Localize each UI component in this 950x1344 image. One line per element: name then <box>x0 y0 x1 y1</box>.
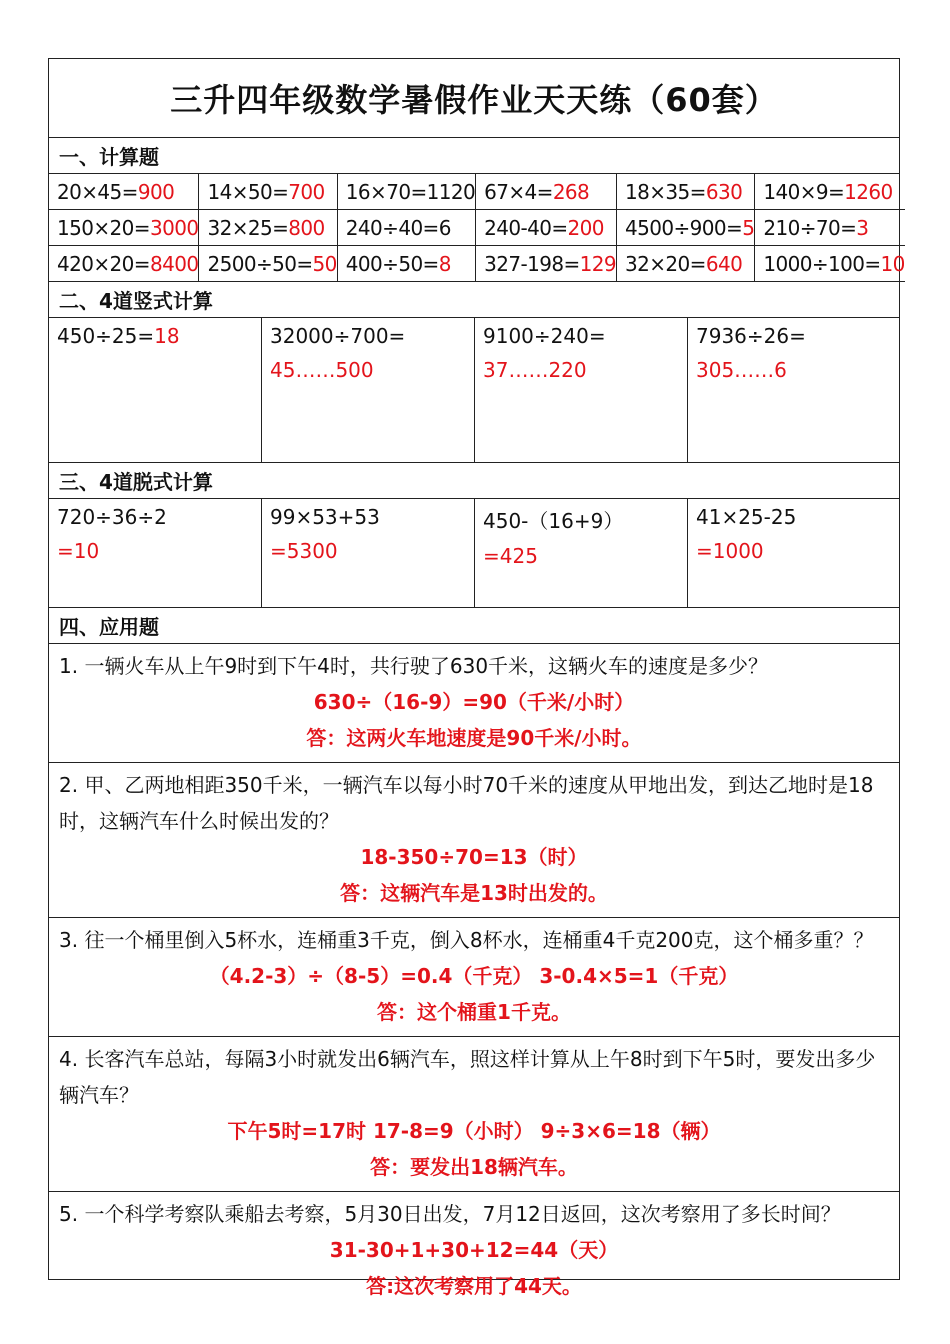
question-text: 1000÷100= <box>763 251 881 276</box>
calc-cell <box>338 210 476 246</box>
problem-work: 18-350÷70=13（时） <box>360 845 588 869</box>
problem-answer: 答:这次考察用了44天。 <box>366 1274 582 1298</box>
question-text: 14×50= <box>207 179 289 204</box>
word-problems <box>49 644 899 1310</box>
answer-text: 200 <box>567 215 604 240</box>
word-problem <box>49 1192 899 1310</box>
answer-text: 129 <box>579 251 617 276</box>
section-heading-word-problems: 四、应用题 <box>49 608 899 644</box>
problem-text: 5. 一个科学考察队乘船去考察，5月30日出发，7月12日返回，这次考察用了多长时间？ <box>59 1202 841 1226</box>
section-heading-calc: 一、计算题 <box>49 138 899 174</box>
calc-cell <box>617 246 755 282</box>
answer-text: 305……6 <box>696 358 787 382</box>
question-text: 210÷70= <box>763 215 857 240</box>
question-text: 150×20= <box>57 215 150 240</box>
problem-answer: 答：这个桶重1千克。 <box>377 1000 571 1024</box>
answer-text: 8400 <box>149 251 199 276</box>
calc-cell <box>476 246 617 282</box>
vertical-item <box>262 318 475 462</box>
calc-cell <box>338 246 476 282</box>
stepwise-item <box>688 499 899 607</box>
page-title: 三升四年级数学暑假作业天天练（60套） <box>49 59 899 138</box>
answer-text: 3 <box>856 215 869 240</box>
answer-text: =5300 <box>270 539 338 563</box>
question-text: 240÷40=6 <box>345 215 451 240</box>
word-problem <box>49 1037 899 1192</box>
calc-cell <box>49 246 199 282</box>
problem-text: 1. 一辆火车从上午9时到下午4时，共行驶了630千米，这辆火车的速度是多少？ <box>59 654 769 678</box>
calc-cell <box>617 210 755 246</box>
problem-text: 4. 长客汽车总站，每隔3小时就发出6辆汽车，照这样计算从上午8时到下午5时，要发出多少辆汽车？ <box>59 1047 876 1107</box>
answer-text: 3000 <box>149 215 199 240</box>
word-problem <box>49 644 899 763</box>
section-heading-vertical: 二、4道竖式计算 <box>49 282 899 318</box>
stepwise-item <box>49 499 262 607</box>
calc-cell <box>476 174 617 210</box>
problem-text: 3. 往一个桶里倒入5杯水，连桶重3千克，倒入8杯水，连桶重4千克200克，这个桶多重？？ <box>59 928 874 952</box>
vertical-item <box>49 318 262 462</box>
question-text: 4500÷900= <box>625 215 743 240</box>
answer-text: 1260 <box>844 179 893 204</box>
answer-text: 18 <box>154 324 180 348</box>
problem-answer: 答：这两火车地速度是90千米/小时。 <box>306 726 642 750</box>
calc-cell <box>755 174 904 210</box>
section-heading-stepwise: 三、4道脱式计算 <box>49 463 899 499</box>
answer-text: 50 <box>312 251 337 276</box>
vertical-calc-row <box>49 318 899 463</box>
question-text: 420×20= <box>57 251 150 276</box>
stepwise-item <box>475 499 688 607</box>
problem-work: 31-30+1+30+12=44（天） <box>329 1238 619 1262</box>
stepwise-item <box>262 499 475 607</box>
answer-text: 640 <box>705 251 743 276</box>
problem-text: 2. 甲、乙两地相距350千米，一辆汽车以每小时70千米的速度从甲地出发，到达乙地时是18时，这辆汽车什么时候出发的？ <box>59 773 874 833</box>
question-text: 450÷25= <box>57 324 155 348</box>
answer-text: 900 <box>137 179 175 204</box>
calc-cell <box>476 210 617 246</box>
answer-text: 8 <box>438 251 451 276</box>
problem-work: （4.2-3）÷（8-5）=0.4（千克） 3-0.4×5=1（千克） <box>209 964 739 988</box>
question-text: 720÷36÷2 <box>57 505 167 529</box>
answer-text: =10 <box>57 539 100 563</box>
question-text: 2500÷50= <box>207 251 313 276</box>
word-problem <box>49 763 899 918</box>
question-text: 67×4= <box>484 179 553 204</box>
problem-answer: 答：要发出18辆汽车。 <box>370 1155 578 1179</box>
question-text: 16×70=1120 <box>345 179 476 204</box>
question-text: 20×45= <box>57 179 138 204</box>
answer-text: 700 <box>288 179 325 204</box>
calc-cell <box>199 210 337 246</box>
question-text: 32×20= <box>625 251 706 276</box>
calc-cell <box>755 246 904 282</box>
answer-text: 630 <box>705 179 743 204</box>
question-text: 99×53+53 <box>270 505 380 529</box>
calc-cell <box>199 246 337 282</box>
calc-cell <box>755 210 904 246</box>
answer-text: 37……220 <box>483 358 587 382</box>
stepwise-calc-row <box>49 499 899 608</box>
worksheet <box>48 58 905 1298</box>
question-text: 240-40= <box>484 215 568 240</box>
question-text: 18×35= <box>625 179 706 204</box>
problem-answer: 答：这辆汽车是13时出发的。 <box>340 881 608 905</box>
answer-text: =425 <box>483 544 538 568</box>
vertical-item <box>688 318 899 462</box>
answer-text: 45……500 <box>270 358 374 382</box>
answer-text: =1000 <box>696 539 764 563</box>
answer-text: 268 <box>552 179 590 204</box>
question-text: 41×25-25 <box>696 505 797 529</box>
question-text: 400÷50= <box>345 251 439 276</box>
answer-text: 5 <box>742 215 755 240</box>
answer-text: 800 <box>288 215 325 240</box>
calc-cell <box>199 174 337 210</box>
vertical-item <box>475 318 688 462</box>
question-text: 140×9= <box>763 179 845 204</box>
calc-cell <box>338 174 476 210</box>
question-text: 450-（16+9） <box>483 509 624 533</box>
calc-cell <box>49 210 199 246</box>
question-text: 7936÷26= <box>696 324 806 348</box>
answer-text: 10 <box>880 251 905 276</box>
calc-cell <box>49 174 199 210</box>
problem-work: 下午5时=17时 17-8=9（小时） 9÷3×6=18（辆） <box>227 1119 721 1143</box>
problem-work: 630÷（16-9）=90（千米/小时） <box>313 690 635 714</box>
question-text: 32×25= <box>207 215 289 240</box>
calc-cell <box>617 174 755 210</box>
question-text: 9100÷240= <box>483 324 606 348</box>
question-text: 327-198= <box>484 251 580 276</box>
word-problem <box>49 918 899 1037</box>
calc-grid <box>49 174 905 282</box>
question-text: 32000÷700= <box>270 324 406 348</box>
